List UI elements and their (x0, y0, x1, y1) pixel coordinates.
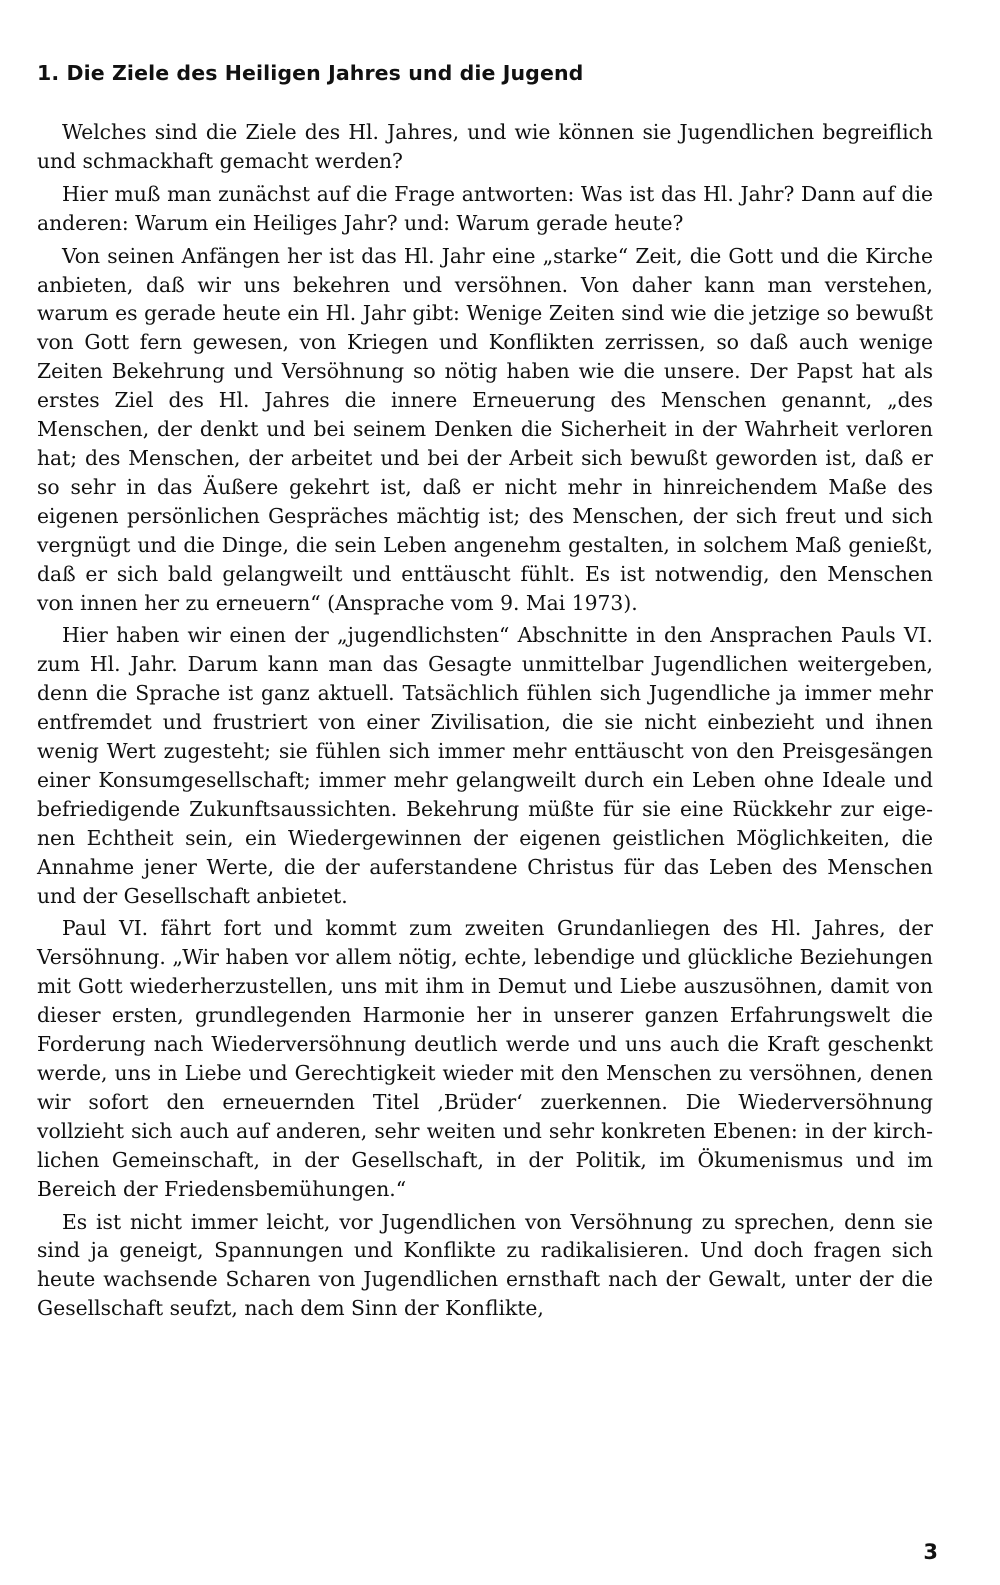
page-number: 3 (923, 1540, 938, 1564)
section-heading: 1. Die Ziele des Heiligen Jahres und die Jugend (37, 61, 584, 85)
paragraph-4: Hier haben wir einen der „jugendlichsten“ Abschnitte in den Ansprachen Pauls VI. zum Hl. Jahr. Darum kann man das Gesagte unmittelbar Jugendlichen weitergeben, denn die Sprache ist ganz aktuell. Tatsächlich fühlen sich Jugendliche ja immer mehr entfremdet und frustriert von einer Zivilisation, die sie nicht einbezieht und ihnen wenig Wert zugesteht; sie fühlen sich immer mehr enttäuscht von den Preisgesängen einer Konsumgesellschaft; immer mehr gelangweilt durch ein Leben ohne Ideale und befriedigende Zukunftsaussichten. Bekehrung müßte für sie eine Rückkehr zur eigenen Echtheit sein, ein Wiedergewinnen der eigenen geistlichen Möglichkeiten, die Annahme jener Werte, die der auferstandene Christus für das Leben des Menschen und der Gesellschaft anbietet. (37, 623, 933, 908)
paragraph-6: Es ist nicht immer leicht, vor Jugendlichen von Versöhnung zu sprechen, denn sie sind ja geneigt, Spannungen und Konflikte zu radikalisieren. Und doch fragen sich heute wachsende Scharen von Jugendlichen ernsthaft nach der Gewalt, unter der die Gesellschaft seufzt, nach dem Sinn der Konflikte, (37, 1209, 933, 1321)
page-content (37, 58, 933, 1327)
paragraph-5: Paul VI. fährt fort und kommt zum zweiten Grundanliegen des Hl. Jahres, der Versöhnung. „Wir haben vor allem nötig, echte, lebendige und glückliche Beziehungen mit Gott wiederherzustellen, uns mit ihm in Demut und Liebe auszusöhnen, damit von dieser ersten, grundlegenden Harmonie her in unserer ganzen Erfahrungswelt die Forderung nach Wiederversöhnung deutlich werde und uns auch die Kraft geschenkt werde, uns in Liebe und Gerechtigkeit wieder mit den Menschen zu versöhnen, denen wir sofort den erneuernden Titel ‚Brüder‘ zuerkennen. Die Wiederversöhnung vollzieht sich auch auf anderen, sehr weiten und sehr konkreten Ebenen: in der kirchlichen Gemeinschaft, in der Gesellschaft, in der Politik, im Ökumenismus und im Bereich der Friedensbemühungen.“ (37, 916, 933, 1201)
paragraph-3: Von seinen Anfängen her ist das Hl. Jahr eine „starke“ Zeit, die Gott und die Kirche anbieten, daß wir uns bekehren und versöhnen. Von daher kann man verstehen, warum es gerade heute ein Hl. Jahr gibt: Wenige Zeiten sind wie die jetzige so bewußt von Gott fern gewesen, von Kriegen und Konflikten zerrissen, so daß auch wenige Zeiten Bekehrung und Versöhnung so nötig haben wie die unsere. Der Papst hat als erstes Ziel des Hl. Jahres die innere Erneuerung des Menschen genannt, „des Menschen, der denkt und bei seinem Denken die Sicherheit in der Wahrheit verloren hat; des Menschen, der arbeitet und bei der Arbeit sich bewußt geworden ist, daß er so sehr in das Äußere gekehrt ist, daß er nicht mehr in hinreichendem Maße des eigenen persönlichen Gespräches mächtig ist; des Menschen, der sich freut und sich vergnügt und die Dinge, die sein Leben angenehm gestalten, in solchem Maß genießt, daß er sich bald gelangweilt und enttäuscht fühlt. Es ist notwendig, den Menschen von innen her zu erneuern“ (Ansprache vom 9. Mai 1973). (37, 243, 933, 615)
paragraph-1: Welches sind die Ziele des Hl. Jahres, und wie können sie Jugendlichen begreiflich und schmackhaft gemacht werden? (37, 120, 933, 173)
paragraph-2: Hier muß man zunächst auf die Frage antworten: Was ist das Hl. Jahr? Dann auf die anderen: Warum ein Heiliges Jahr? und: Warum gerade heute? (37, 181, 933, 235)
